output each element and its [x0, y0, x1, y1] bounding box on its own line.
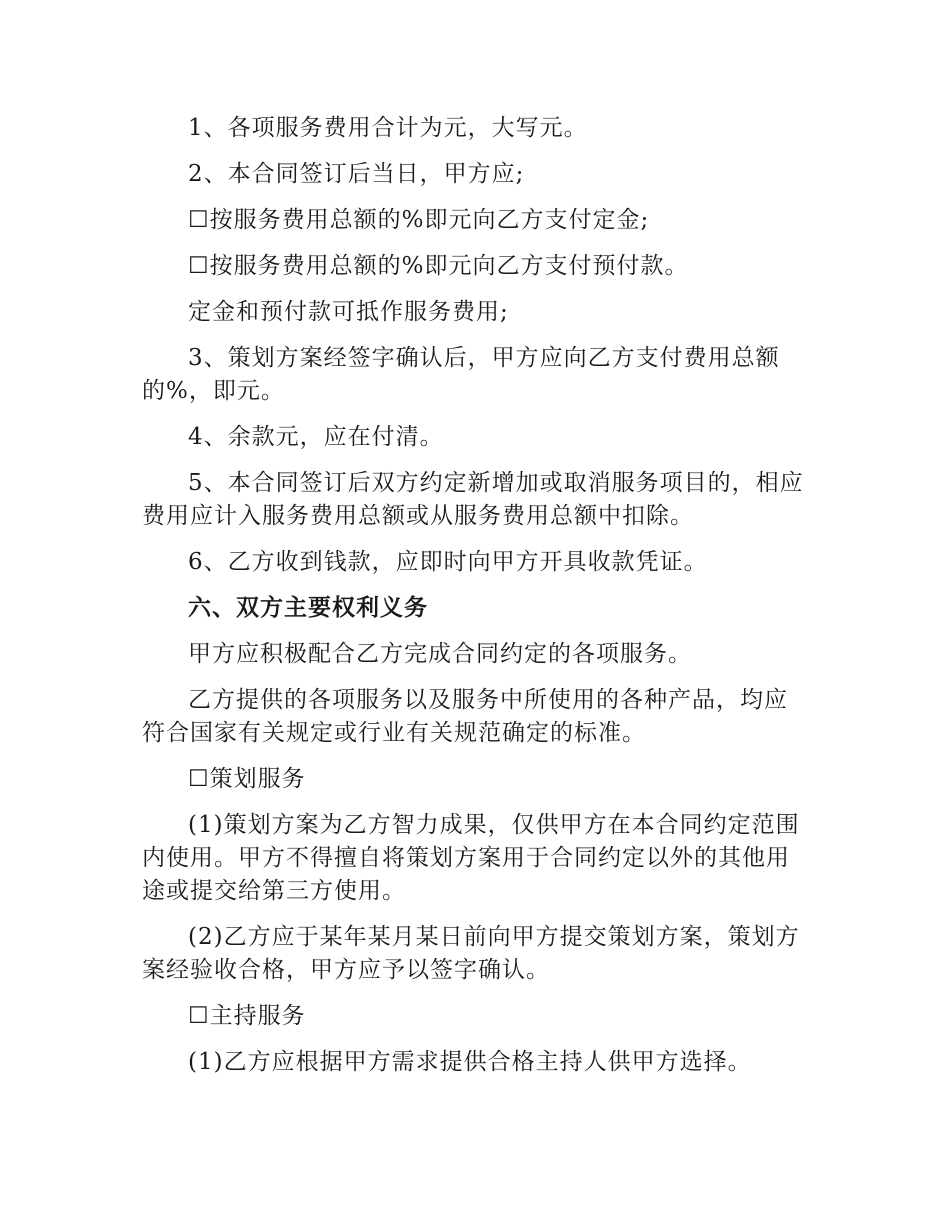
receipt-clause: 6、乙方收到钱款，应即时向甲方开具收款凭证。	[188, 549, 708, 575]
fee-total-clause: 1、各项服务费用合计为元，大写元。	[188, 115, 588, 141]
section-heading-rights-obligations: 六、双方主要权利义务	[188, 595, 428, 621]
signing-day-clause: 2、本合同签订后当日，甲方应;	[188, 161, 525, 187]
party-b-standards-clause: 乙方提供的各项服务以及服务中所使用的各种产品，均应符合国家有关规定或行业有关规范确定的标准。	[142, 687, 788, 746]
deposit-offset-note: 定金和预付款可抵作服务费用;	[188, 299, 509, 325]
document-body	[142, 112, 807, 1092]
deposit-option: ☐按服务费用总额的%即元向乙方支付定金;	[188, 207, 650, 233]
planning-delivery-clause: (2)乙方应于某年某月某日前向甲方提交策划方案，策划方案经验收合格，甲方应予以签字确认。	[142, 924, 800, 983]
host-selection-clause: (1)乙方应根据甲方需求提供合格主持人供甲方选择。	[188, 1049, 752, 1075]
planning-service-option: ☐策划服务	[188, 766, 306, 792]
host-service-option: ☐主持服务	[188, 1003, 306, 1029]
service-change-clause: 5、本合同签订后双方约定新增加或取消服务项目的，相应费用应计入服务费用总额或从服务费用总额中扣除。	[142, 470, 804, 529]
party-a-cooperation-clause: 甲方应积极配合乙方完成合同约定的各项服务。	[188, 641, 692, 667]
balance-clause: 4、余款元，应在付清。	[188, 424, 444, 450]
prepayment-option: ☐按服务费用总额的%即元向乙方支付预付款。	[188, 253, 689, 279]
plan-confirmation-payment-clause: 3、策划方案经签字确认后，甲方应向乙方支付费用总额的%，即元。	[142, 345, 780, 404]
planning-ip-clause: (1)策划方案为乙方智力成果，仅供甲方在本合同约定范围内使用。甲方不得擅自将策划方案用于合同约定以外的其他用途或提交给第三方使用。	[142, 812, 800, 904]
